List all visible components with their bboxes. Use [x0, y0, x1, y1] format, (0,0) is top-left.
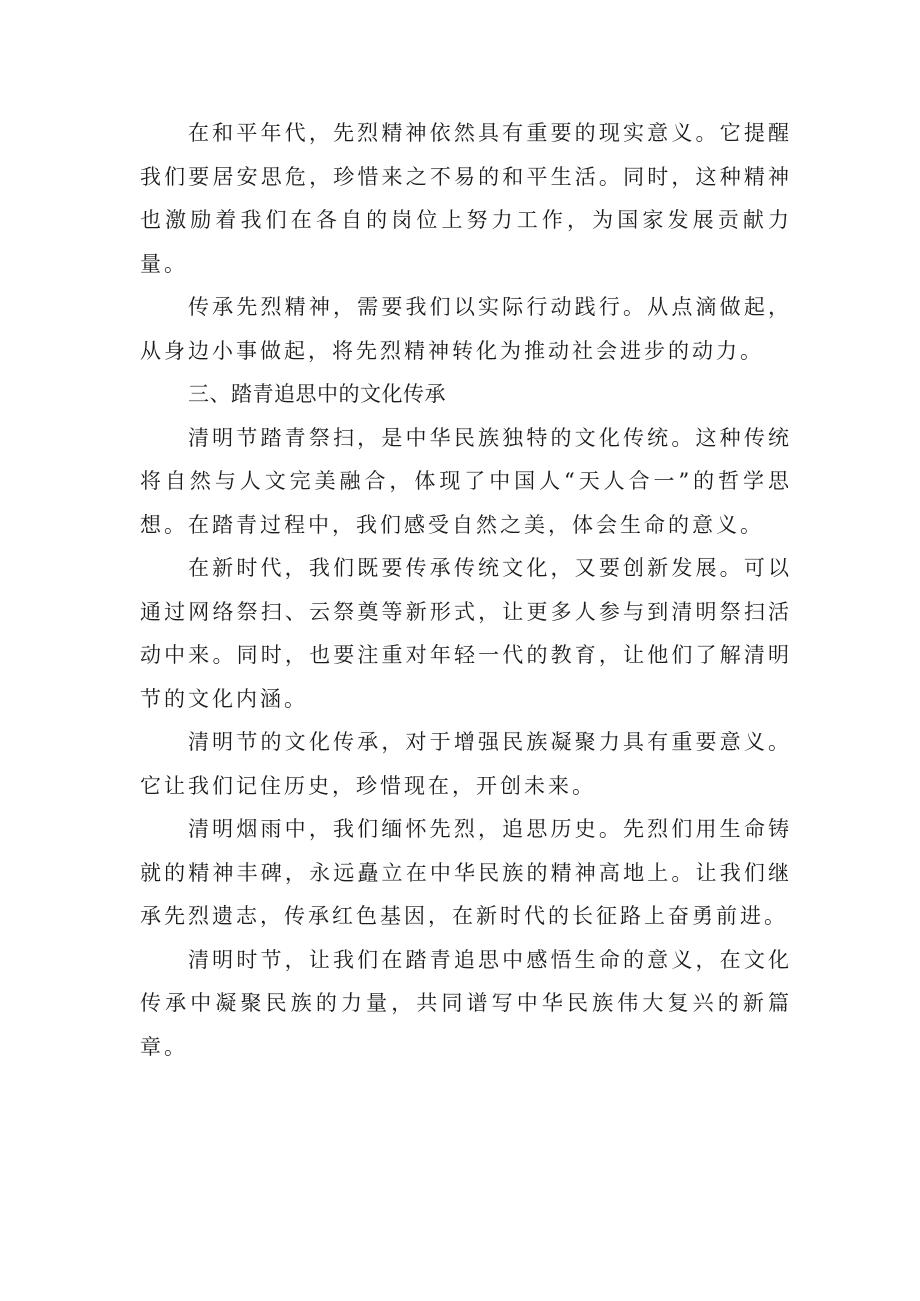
paragraph: 在新时代，我们既要传承传统文化，又要创新发展。可以通过网络祭扫、云祭奠等新形式，让更多人参与到清明祭扫活动中来。同时，也要注重对年轻一代的教育，让他们了解清明节的文化内涵。: [140, 556, 792, 711]
paragraph: 传承先烈精神，需要我们以实际行动践行。从点滴做起，从身边小事做起，将先烈精神转化为推动社会进步的动力。: [140, 295, 792, 363]
paragraph: 在和平年代，先烈精神依然具有重要的现实意义。它提醒我们要居安思危，珍惜来之不易的和平生活。同时，这种精神也激励着我们在各自的岗位上努力工作，为国家发展贡献力量。: [140, 121, 792, 276]
paragraph: 清明烟雨中，我们缅怀先烈，追思历史。先烈们用生命铸就的精神丰碑，永远矗立在中华民族的精神高地上。让我们继承先烈遗志，传承红色基因，在新时代的长征路上奋勇前进。: [140, 817, 792, 928]
paragraph: 清明节的文化传承，对于增强民族凝聚力具有重要意义。它让我们记住历史，珍惜现在，开创未来。: [140, 730, 792, 798]
section-heading: 三、踏青追思中的文化传承: [188, 382, 446, 406]
paragraph: 清明节踏青祭扫，是中华民族独特的文化传统。这种传统将自然与人文完美融合，体现了中国人“天人合一”的哲学思想。在踏青过程中，我们感受自然之美，体会生命的意义。: [140, 425, 792, 537]
document-page: [140, 112, 792, 1069]
paragraph: 清明时节，让我们在踏青追思中感悟生命的意义，在文化传承中凝聚民族的力量，共同谱写中华民族伟大复兴的新篇章。: [140, 947, 792, 1059]
